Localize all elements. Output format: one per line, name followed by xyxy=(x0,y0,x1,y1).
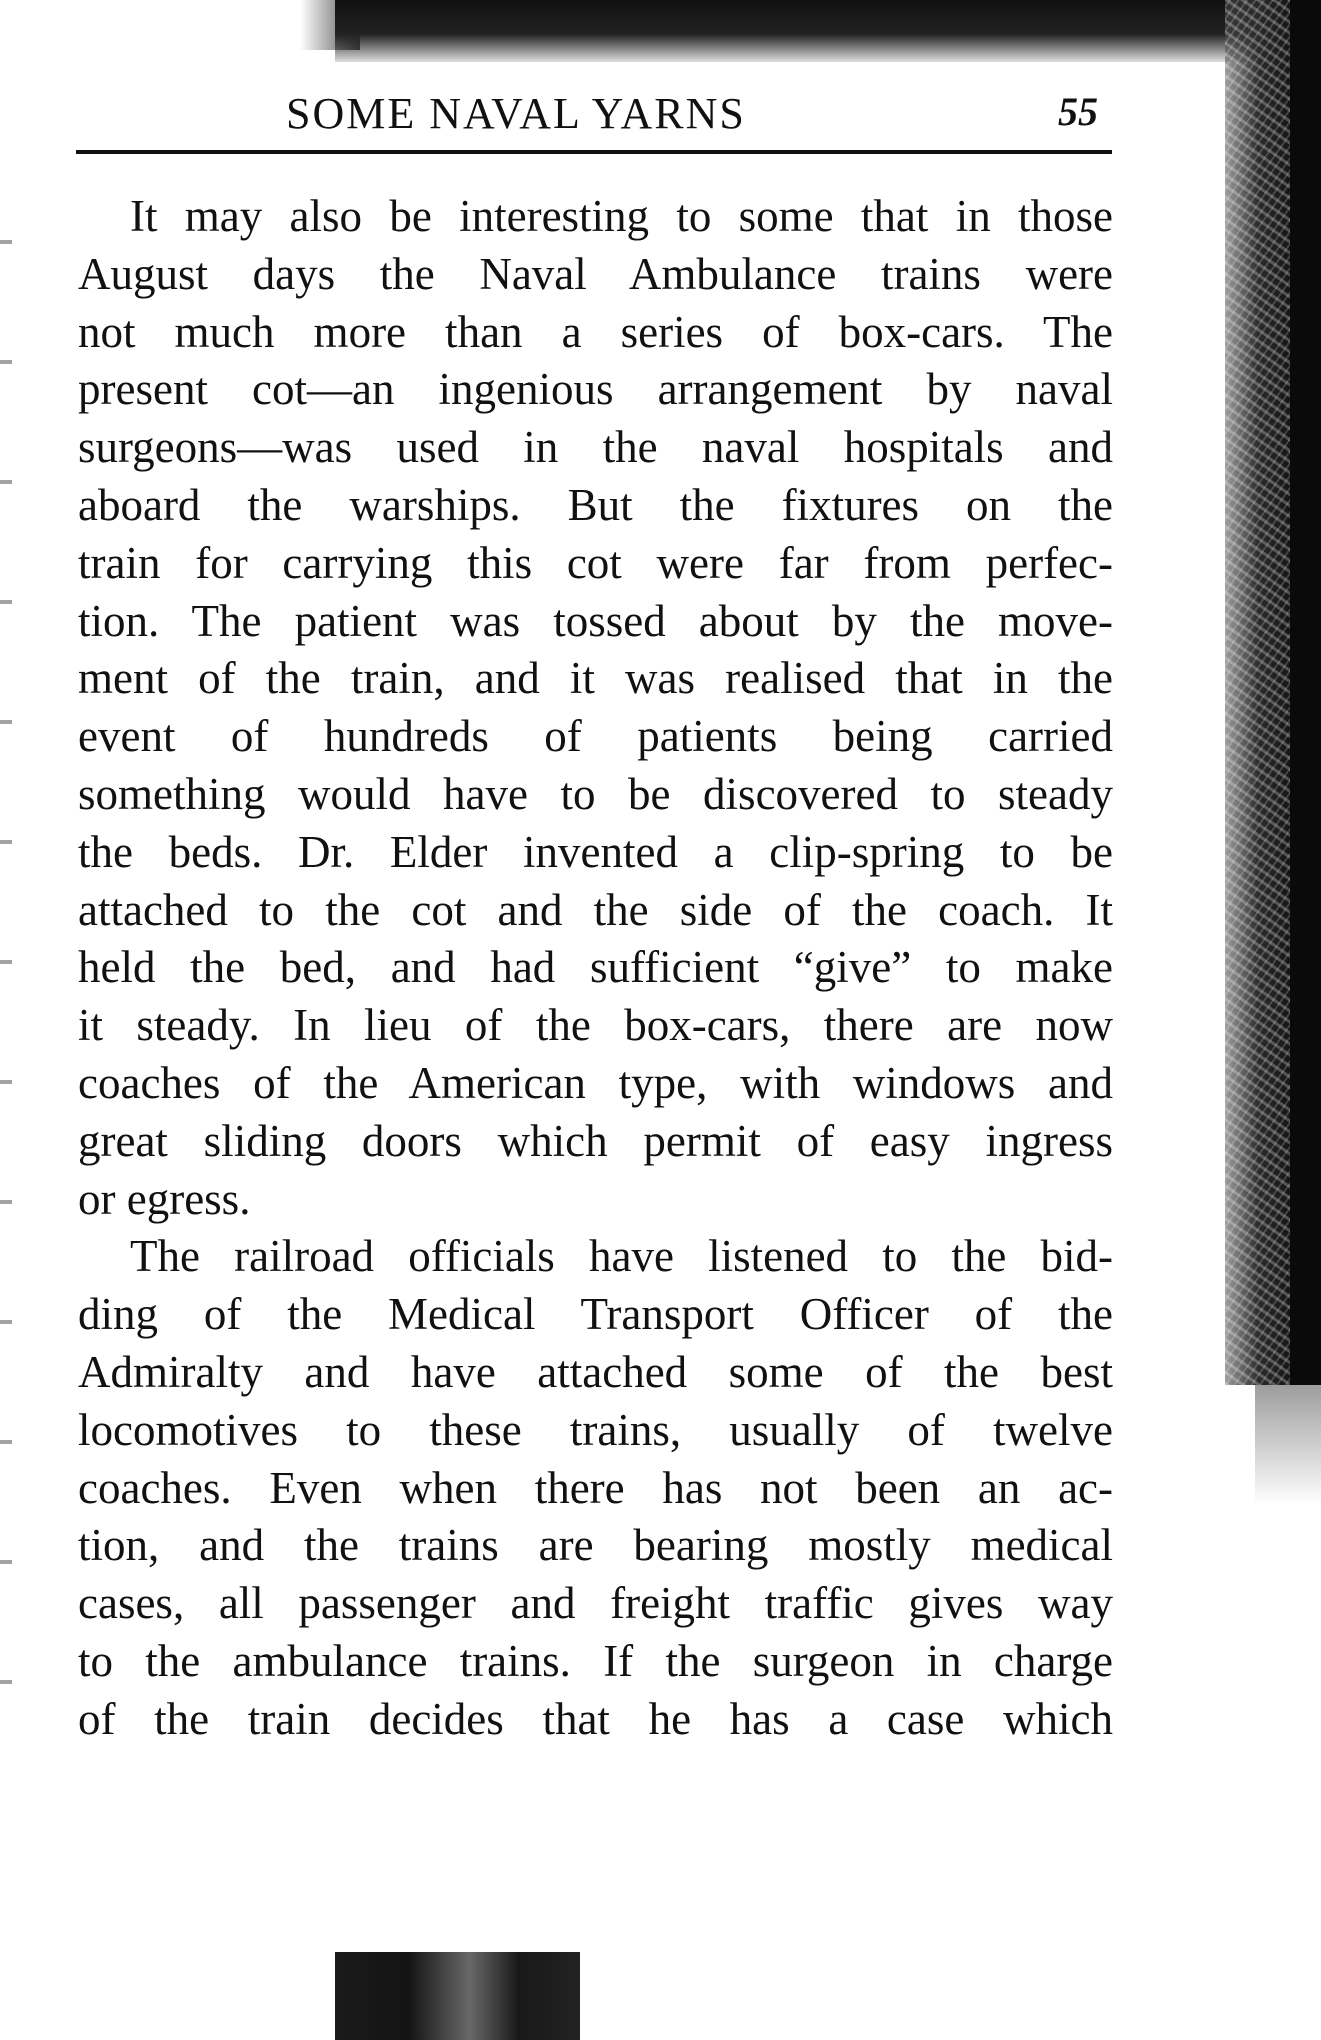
running-title: SOME NAVAL YARNS xyxy=(286,89,746,138)
text-line: cases, all passenger and freight traffic gives way xyxy=(78,1578,1113,1629)
text-line: aboard the warships. But the fixtures on the xyxy=(78,479,1113,530)
text-line: August days the Naval Ambulance trains were xyxy=(78,248,1113,299)
text-line: or egress. xyxy=(78,1173,251,1224)
header-rule xyxy=(76,150,1112,154)
text-line: held the bed, and had sufficient “give” to make xyxy=(78,942,1113,993)
running-head xyxy=(78,88,1118,148)
text-line: locomotives to these trains, usually of twelve xyxy=(78,1404,1113,1455)
text-line: It may also be interesting to some that in those xyxy=(130,191,1113,241)
text-line: The railroad officials have listened to the bid- xyxy=(130,1231,1113,1282)
text-line: something would have to be discovered to steady xyxy=(78,768,1113,819)
scan-shadow-right-edge xyxy=(1290,0,1321,1385)
text-line: it steady. In lieu of the box-cars, there are now xyxy=(78,1000,1113,1051)
text-line: coaches of the American type, with windows and xyxy=(78,1057,1113,1108)
scan-specks-left xyxy=(0,180,12,1740)
text-line: to the ambulance trains. If the surgeon in charge xyxy=(78,1635,1113,1686)
text-line: of the train decides that he has a case which xyxy=(78,1693,1113,1744)
text-line: not much more than a series of box-cars. The xyxy=(78,306,1113,357)
text-line: surgeons—was used in the naval hospitals and xyxy=(78,422,1113,473)
text-line: coaches. Even when there has not been an ac- xyxy=(78,1462,1113,1513)
page-number: 55 xyxy=(1058,89,1098,134)
scan-shadow-bottom xyxy=(335,1952,580,2040)
text-line: event of hundreds of patients being carried xyxy=(78,711,1113,762)
text-line: train for carrying this cot were far from perfec- xyxy=(78,537,1113,588)
text-line: present cot—an ingenious arrangement by naval xyxy=(78,364,1113,415)
paragraph-2 xyxy=(78,1228,1113,1748)
text-line: tion. The patient was tossed about by the move- xyxy=(78,595,1113,646)
text-line: attached to the cot and the side of the coach. It xyxy=(78,884,1113,935)
scan-shadow-right-tail xyxy=(1255,1385,1321,1505)
scan-shadow-top xyxy=(335,0,1270,62)
text-line: ding of the Medical Transport Officer of the xyxy=(78,1289,1113,1340)
body-text xyxy=(78,188,1113,1749)
text-line: great sliding doors which permit of easy ingress xyxy=(78,1115,1113,1166)
paragraph-1 xyxy=(78,188,1113,1228)
text-line: ment of the train, and it was realised that in the xyxy=(78,653,1113,704)
text-line: the beds. Dr. Elder invented a clip-spring to be xyxy=(78,826,1113,877)
text-line: tion, and the trains are bearing mostly medical xyxy=(78,1520,1113,1571)
text-line: Admiralty and have attached some of the best xyxy=(78,1346,1113,1397)
